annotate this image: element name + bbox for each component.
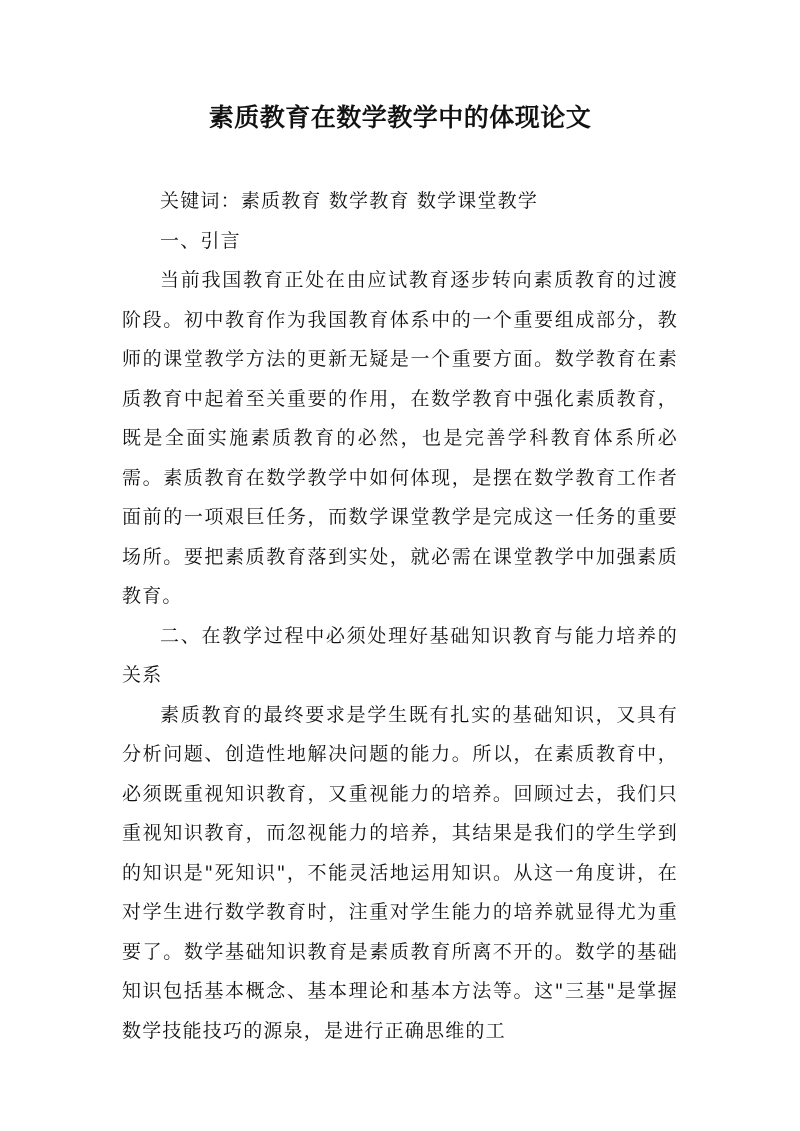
section-heading-knowledge-ability: 二、在教学过程中必须处理好基础知识教育与能力培养的关系 [122, 624, 678, 686]
keywords-line: 关键词：素质教育 数学教育 数学课堂教学 [160, 190, 539, 212]
document-body [122, 182, 678, 1051]
section-heading-introduction: 一、引言 [160, 229, 241, 252]
document-title: 素质教育在数学教学中的体现论文 [208, 103, 592, 132]
paragraph-knowledge-ability: 素质教育的最终要求是学生既有扎实的基础知识，又具有分析问题、创造性地解决问题的能力。所以，在素质教育中，必须既重视知识教育，又重视能力的培养。回顾过去，我们只重视知识教育，而忽视能力的培养，其结果是我们的学生学到的知识是"死知识"，不能灵活地运用知识。从这一角度讲，在对学生进行数学教育时，注重对学生能力的培养就显得尤为重要了。数学基础知识教育是素质教育所离不开的。数学的基础知识包括基本概念、基本理论和基本方法等。这"三基"是掌握数学技能技巧的源泉，是进行正确思维的工 [122, 703, 678, 1042]
paragraph-introduction: 当前我国教育正处在由应试教育逐步转向素质教育的过渡阶段。初中教育作为我国教育体系中的一个重要组成部分，教师的课堂教学方法的更新无疑是一个重要方面。数学教育在素质教育中起着至关重要的作用，在数学教育中强化素质教育，既是全面实施素质教育的必然，也是完善学科教育体系所必需。素质教育在数学教学中如何体现，是摆在数学教育工作者面前的一项艰巨任务，而数学课堂教学是完成这一任务的重要场所。要把素质教育落到实处，就必需在课堂教学中加强素质教育。 [122, 269, 678, 607]
